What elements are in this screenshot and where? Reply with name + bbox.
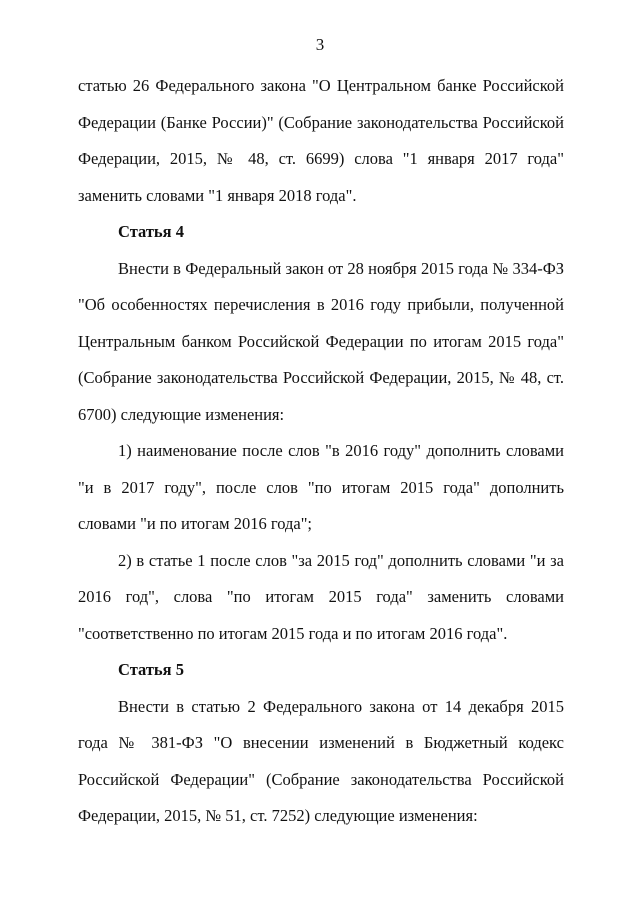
article-4-item-1: 1) наименование после слов "в 2016 году" дополнить словами "и в 2017 году", после слов "по итогам 2015 года" дополнить словами "и по итогам 2016 года"; [78, 441, 564, 533]
article-5-heading: Статья 5 [118, 660, 184, 679]
article-4-intro-paragraph: Внести в Федеральный закон от 28 ноября 2015 года № 334-ФЗ "Об особенностях перечисления в 2016 году прибыли, полученной Центральным банком Российской Федерации по итогам 2015 года" (Собрание законодательства Российской Федерации, 2015, № 48, ст. 6700) следующие изменения: [78, 258, 564, 424]
page-number: 3 [315, 35, 325, 54]
document-body [78, 68, 564, 835]
article-4-heading: Статья 4 [118, 222, 184, 241]
article-5-intro-paragraph: Внести в статью 2 Федерального закона от 14 декабря 2015 года № 381-ФЗ "О внесении изменений в Бюджетный кодекс Российской Федерации" (Собрание законодательства Российской Федерации, 2015, № 51, ст. 7252) следующие изменения: [78, 696, 564, 825]
article-4-item-2: 2) в статье 1 после слов "за 2015 год" дополнить словами "и за 2016 год", слова "по итогам 2015 года" заменить словами "соответственно по итогам 2015 года и по итогам 2016 года". [78, 550, 564, 643]
paragraph-continuation: статью 26 Федерального закона "О Центральном банке Российской Федерации (Банке России)" (Собрание законодательства Российской Федерации, 2015, № 48, ст. 6699) слова "1 января 2017 года" заменить словами "1 января 2018 года". [78, 76, 564, 205]
